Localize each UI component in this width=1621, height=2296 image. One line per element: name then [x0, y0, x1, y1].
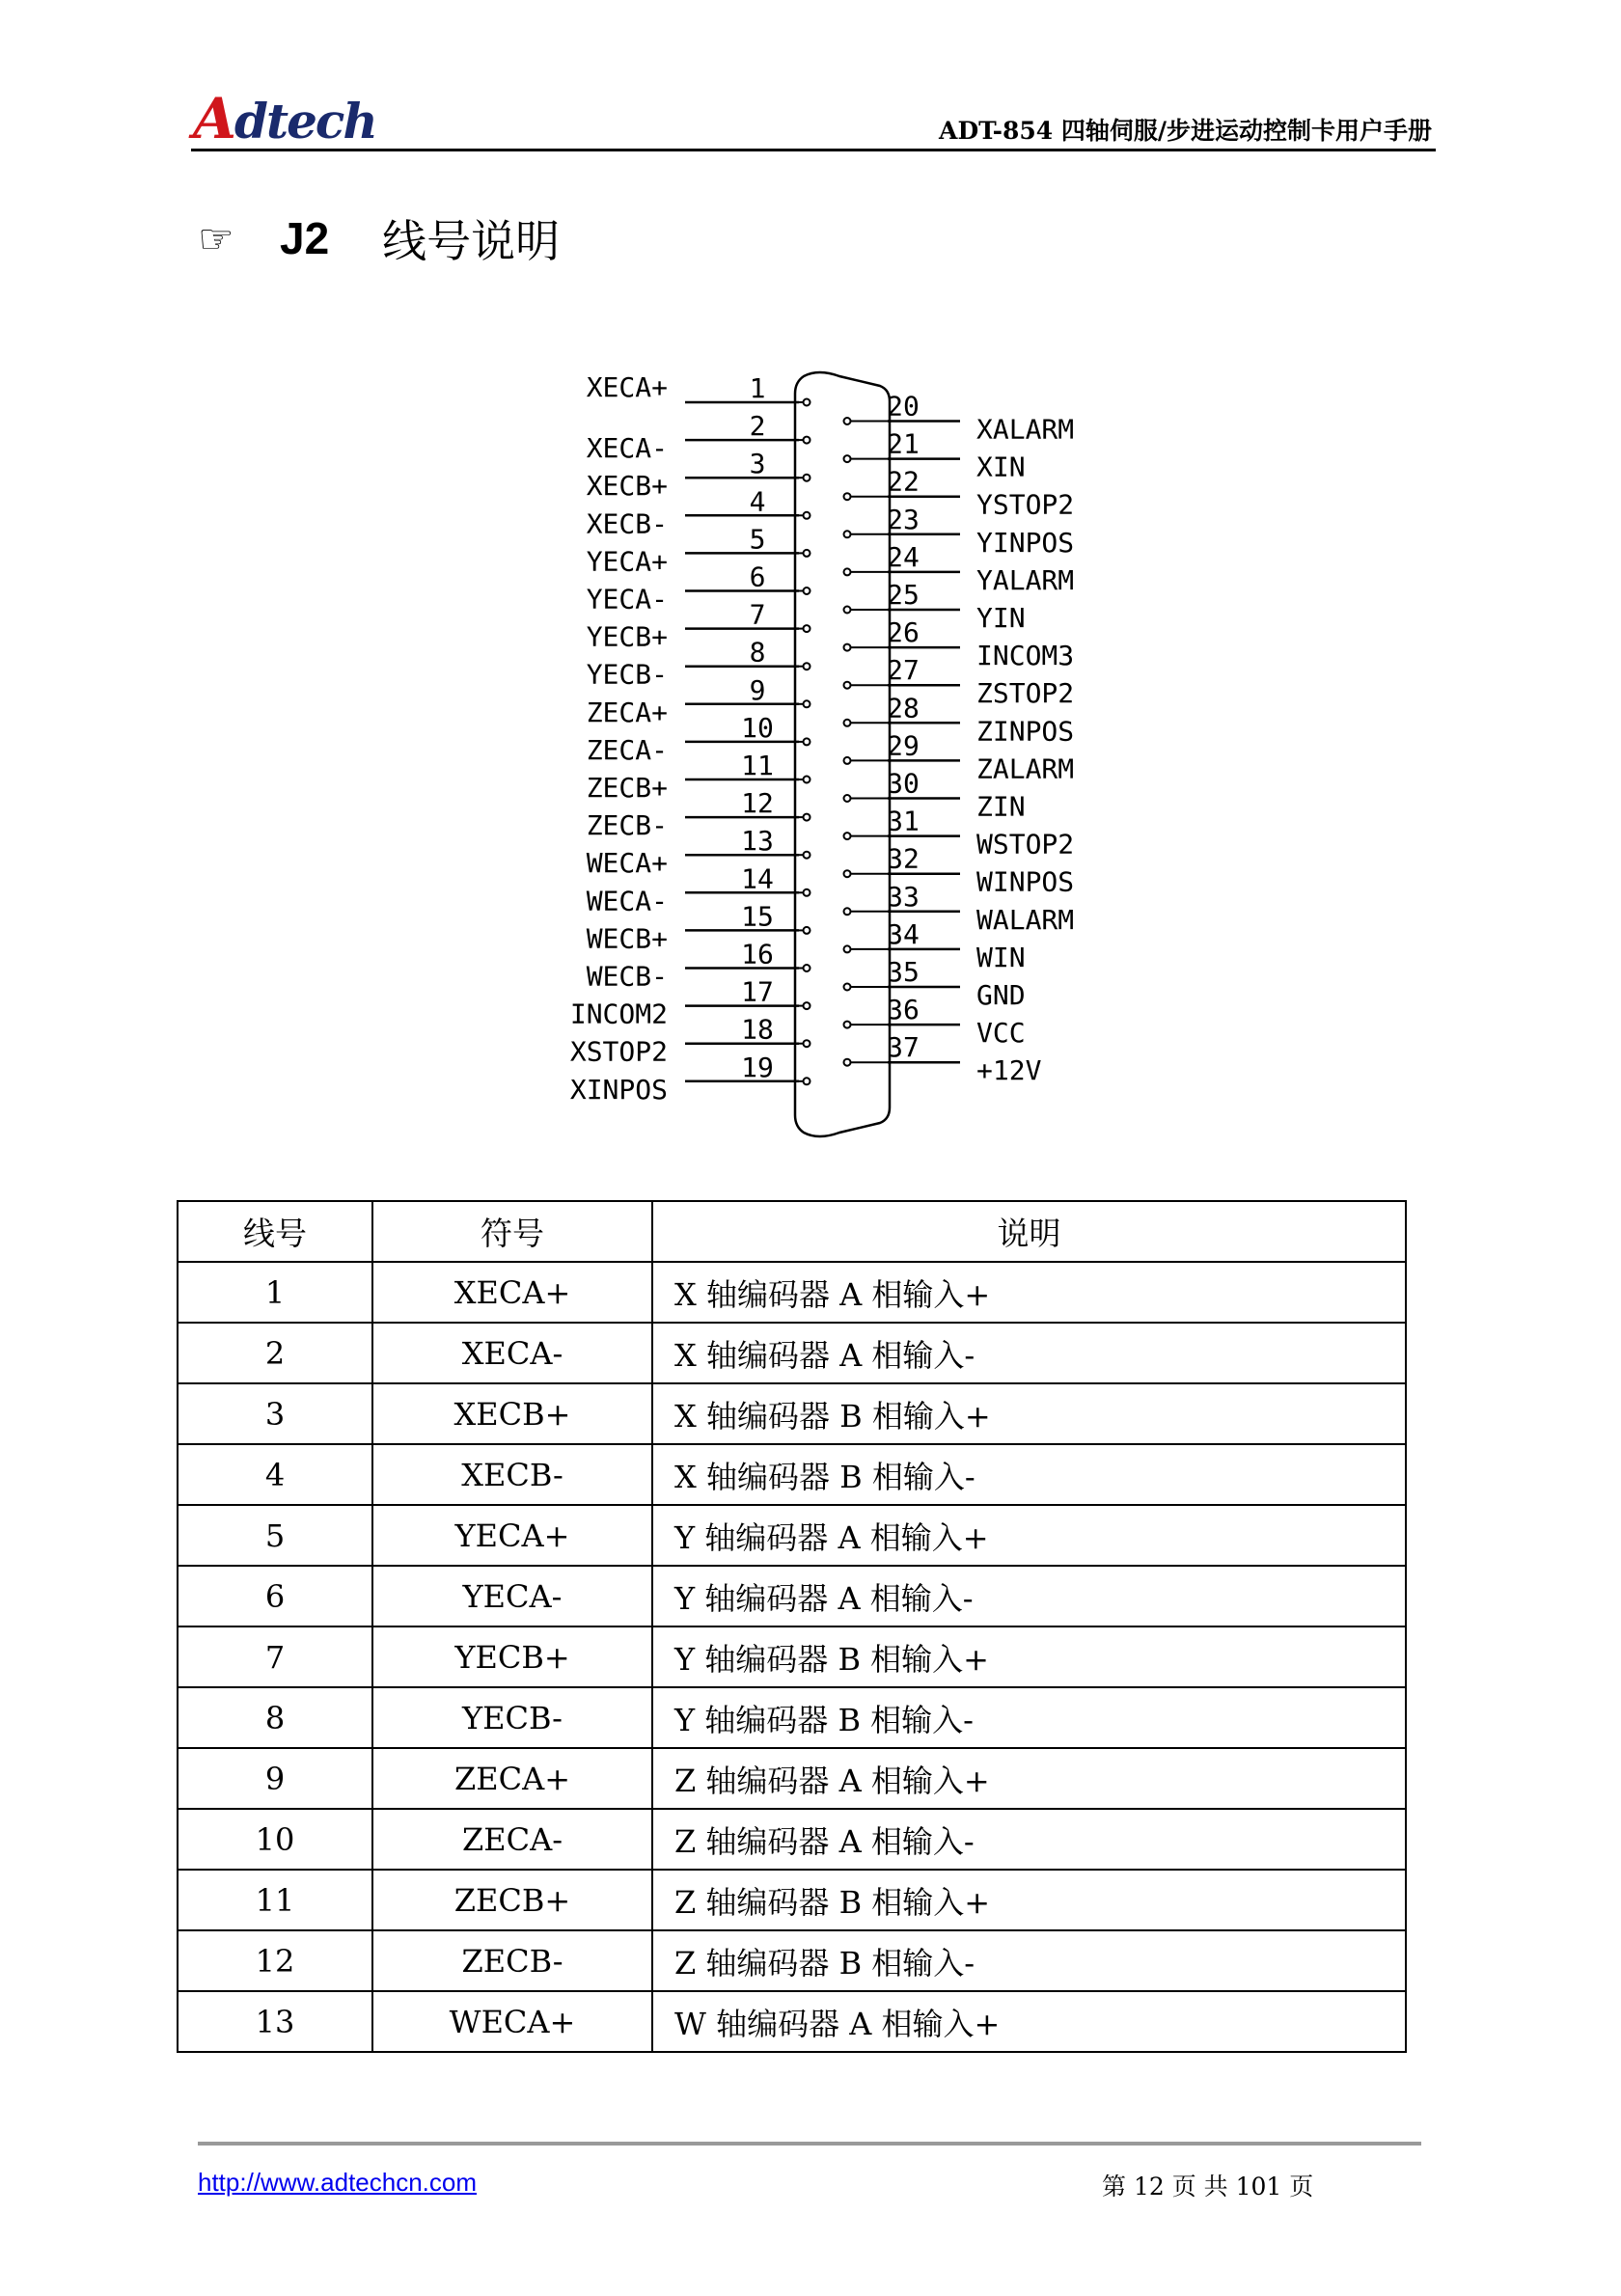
right-pin-signal: +12V — [976, 1054, 1042, 1087]
right-pin-number: 33 — [887, 880, 920, 913]
right-pin-number: 34 — [887, 917, 920, 950]
left-pin-number: 15 — [741, 900, 774, 933]
header-symbol: 符号 — [372, 1201, 652, 1262]
cell-symbol: WECA+ — [372, 1991, 652, 2052]
left-pin-signal: XECB- — [586, 507, 668, 540]
adtech-logo: Adtech — [193, 86, 376, 151]
right-pin-signal: WIN — [976, 941, 1026, 973]
table-row — [178, 1505, 1406, 1566]
left-pin-number: 14 — [741, 862, 774, 895]
cell-desc: Y 轴编码器 B 相输入+ — [652, 1626, 1406, 1687]
header-desc: 说明 — [652, 1201, 1406, 1262]
left-pin-signal: INCOM2 — [569, 998, 668, 1030]
cell-desc: X 轴编码器 B 相输入+ — [652, 1383, 1406, 1444]
right-pin-signal: YIN — [976, 602, 1026, 634]
right-pin-signal: VCC — [976, 1017, 1026, 1050]
table-row — [178, 1991, 1406, 2052]
right-pin-signal: GND — [976, 979, 1026, 1011]
right-pin-number: 28 — [887, 692, 920, 724]
right-pin-signal: XALARM — [976, 413, 1075, 446]
left-pin-number: 12 — [741, 787, 774, 820]
cell-desc: Z 轴编码器 B 相输入+ — [652, 1870, 1406, 1930]
right-pin-number: 30 — [887, 767, 920, 800]
right-pin-contact — [844, 493, 851, 500]
left-pin-signal: YECA- — [586, 583, 668, 615]
left-pin-number: 2 — [749, 410, 766, 443]
cell-desc: W 轴编码器 A 相输入+ — [652, 1991, 1406, 2052]
cell-symbol: XECA+ — [372, 1262, 652, 1323]
right-pin-contact — [844, 945, 851, 952]
left-pin-contact — [804, 738, 810, 745]
cell-symbol: ZECB- — [372, 1930, 652, 1991]
pin-table — [177, 1200, 1407, 2053]
right-pin-signal: ZSTOP2 — [976, 677, 1075, 710]
right-pin-contact — [844, 870, 851, 877]
cell-symbol: YECB- — [372, 1687, 652, 1748]
left-pin-number: 5 — [749, 523, 766, 556]
left-pin-signal: XECB+ — [586, 470, 668, 503]
right-pin-contact — [844, 531, 851, 537]
right-pin-number: 32 — [887, 842, 920, 875]
left-pin-contact — [804, 1002, 810, 1009]
left-pin-contact — [804, 588, 810, 594]
left-pin-number: 4 — [749, 485, 766, 518]
left-pin-signal: XECA+ — [586, 371, 668, 403]
left-pin-signal: XSTOP2 — [569, 1035, 668, 1068]
cell-symbol: ZECA- — [372, 1809, 652, 1870]
left-pin-contact — [804, 852, 810, 859]
left-pin-signal: WECB+ — [586, 922, 668, 955]
db37-connector-diagram — [550, 367, 1100, 1148]
right-pin-number: 26 — [887, 616, 920, 649]
right-pin-contact — [844, 418, 851, 424]
cell-num: 11 — [178, 1870, 372, 1930]
right-pin-contact — [844, 720, 851, 726]
left-pin-number: 17 — [741, 975, 774, 1008]
right-pin-signal: YINPOS — [976, 526, 1075, 559]
cell-num: 9 — [178, 1748, 372, 1809]
left-pin-signal: XECA- — [586, 432, 668, 465]
right-pin-signal: YALARM — [976, 563, 1075, 596]
connector-shell — [795, 372, 890, 1136]
cell-symbol: YECB+ — [372, 1626, 652, 1687]
table-row — [178, 1323, 1406, 1383]
left-pin-signal: ZECA- — [586, 733, 668, 766]
cell-desc: Z 轴编码器 B 相输入- — [652, 1930, 1406, 1991]
right-pin-number: 22 — [887, 465, 920, 498]
left-pin-contact — [804, 625, 810, 632]
right-pin-signal: WSTOP2 — [976, 828, 1075, 861]
cell-num: 3 — [178, 1383, 372, 1444]
page-header — [191, 86, 1436, 151]
right-pin-number: 24 — [887, 540, 920, 573]
right-pin-contact — [844, 1022, 851, 1028]
left-pin-contact — [804, 663, 810, 670]
cell-num: 7 — [178, 1626, 372, 1687]
cell-num: 12 — [178, 1930, 372, 1991]
left-pin-signal: ZECB- — [586, 809, 668, 842]
left-pin-signal: ZECA+ — [586, 696, 668, 728]
cell-num: 4 — [178, 1444, 372, 1505]
header-num: 线号 — [178, 1201, 372, 1262]
right-pin-contact — [844, 833, 851, 839]
left-pin-contact — [804, 927, 810, 934]
table-row — [178, 1930, 1406, 1991]
left-pin-number: 7 — [749, 598, 766, 631]
left-pin-number: 19 — [741, 1051, 774, 1083]
cell-num: 13 — [178, 1991, 372, 2052]
table-row — [178, 1566, 1406, 1626]
right-pin-contact — [844, 1059, 851, 1066]
left-pin-contact — [804, 700, 810, 707]
page-number: 第 12 页 共 101 页 — [1102, 2173, 1314, 2200]
left-pin-contact — [804, 1040, 810, 1047]
left-pin-contact — [804, 512, 810, 519]
left-pin-signal: ZECB+ — [586, 772, 668, 804]
right-pin-contact — [844, 757, 851, 764]
table-row — [178, 1262, 1406, 1323]
document-title: ADT-854 四轴伺服/步进运动控制卡用户手册 — [939, 117, 1432, 145]
table-row — [178, 1626, 1406, 1687]
right-pin-number: 23 — [887, 503, 920, 535]
left-pin-signal: WECA- — [586, 885, 668, 917]
left-pin-contact — [804, 550, 810, 557]
cell-symbol: ZECB+ — [372, 1870, 652, 1930]
table-row — [178, 1809, 1406, 1870]
left-pin-contact — [804, 475, 810, 481]
cell-symbol: XECB- — [372, 1444, 652, 1505]
left-pin-contact — [804, 1078, 810, 1084]
right-pin-signal: XIN — [976, 451, 1026, 483]
cell-num: 5 — [178, 1505, 372, 1566]
table-row — [178, 1444, 1406, 1505]
footer-divider — [198, 2142, 1421, 2146]
cell-desc: Y 轴编码器 A 相输入- — [652, 1566, 1406, 1626]
right-pin-contact — [844, 908, 851, 915]
cell-num: 2 — [178, 1323, 372, 1383]
table-row — [178, 1383, 1406, 1444]
right-pin-contact — [844, 455, 851, 462]
right-pin-signal: ZALARM — [976, 752, 1075, 785]
connector-svg — [550, 367, 1100, 1148]
website-link[interactable]: http://www.adtechcn.com — [198, 2168, 478, 2197]
cell-symbol: ZECA+ — [372, 1748, 652, 1809]
table-row — [178, 1748, 1406, 1809]
cell-num: 1 — [178, 1262, 372, 1323]
cell-num: 6 — [178, 1566, 372, 1626]
right-pin-signal: YSTOP2 — [976, 488, 1075, 521]
right-pin-signal: ZINPOS — [976, 715, 1075, 748]
left-pin-contact — [804, 814, 810, 821]
left-pin-number: 8 — [749, 636, 766, 669]
left-pin-contact — [804, 437, 810, 444]
cell-num: 8 — [178, 1687, 372, 1748]
right-pin-number: 31 — [887, 805, 920, 837]
cell-symbol: XECA- — [372, 1323, 652, 1383]
cell-desc: Z 轴编码器 A 相输入- — [652, 1809, 1406, 1870]
left-pin-contact — [804, 399, 810, 406]
cell-symbol: YECA+ — [372, 1505, 652, 1566]
left-pin-number: 9 — [749, 673, 766, 706]
left-pin-number: 13 — [741, 825, 774, 858]
left-pin-signal: YECA+ — [586, 545, 668, 578]
left-pin-number: 6 — [749, 560, 766, 593]
left-pin-number: 1 — [749, 372, 766, 404]
right-pin-contact — [844, 795, 851, 802]
left-pin-contact — [804, 777, 810, 783]
cell-desc: Y 轴编码器 A 相输入+ — [652, 1505, 1406, 1566]
left-pin-signal: WECA+ — [586, 847, 668, 880]
cell-symbol: XECB+ — [372, 1383, 652, 1444]
right-pin-signal: INCOM3 — [976, 640, 1075, 672]
left-pin-signal: YECB- — [586, 658, 668, 691]
right-pin-number: 37 — [887, 1031, 920, 1064]
right-pin-number: 35 — [887, 956, 920, 988]
right-pin-signal: WALARM — [976, 903, 1075, 936]
right-pin-contact — [844, 682, 851, 689]
right-pin-signal: WINPOS — [976, 865, 1075, 898]
section-number: J2 — [280, 213, 330, 263]
left-pin-number: 10 — [741, 711, 774, 744]
right-pin-contact — [844, 644, 851, 651]
left-pin-contact — [804, 965, 810, 971]
right-pin-signal: ZIN — [976, 790, 1026, 823]
left-pin-number: 16 — [741, 938, 774, 970]
section-heading — [198, 205, 560, 272]
left-pin-number: 18 — [741, 1013, 774, 1046]
right-pin-number: 25 — [887, 579, 920, 611]
left-pin-signal: WECB- — [586, 960, 668, 993]
right-pin-number: 36 — [887, 994, 920, 1026]
table-row — [178, 1687, 1406, 1748]
cell-desc: X 轴编码器 A 相输入+ — [652, 1262, 1406, 1323]
right-pin-number: 27 — [887, 654, 920, 687]
table-row — [178, 1870, 1406, 1930]
left-pin-contact — [804, 889, 810, 896]
right-pin-contact — [844, 568, 851, 575]
section-title: 线号说明 — [382, 215, 561, 267]
left-pin-signal: YECB+ — [586, 620, 668, 653]
left-pin-number: 11 — [741, 750, 774, 781]
cell-desc: X 轴编码器 A 相输入- — [652, 1323, 1406, 1383]
cell-num: 10 — [178, 1809, 372, 1870]
right-pin-number: 29 — [887, 729, 920, 762]
cell-symbol: YECA- — [372, 1566, 652, 1626]
cell-desc: X 轴编码器 B 相输入- — [652, 1444, 1406, 1505]
left-pin-number: 3 — [749, 448, 766, 480]
right-pin-number: 21 — [887, 427, 920, 460]
right-pin-contact — [844, 607, 851, 614]
cell-desc: Y 轴编码器 B 相输入- — [652, 1687, 1406, 1748]
pointing-hand-icon: ☞ — [198, 214, 234, 262]
table-header-row — [178, 1201, 1406, 1262]
left-pin-signal: XINPOS — [569, 1073, 668, 1106]
right-pin-contact — [844, 984, 851, 991]
right-pin-number: 20 — [887, 390, 920, 423]
cell-desc: Z 轴编码器 A 相输入+ — [652, 1748, 1406, 1809]
